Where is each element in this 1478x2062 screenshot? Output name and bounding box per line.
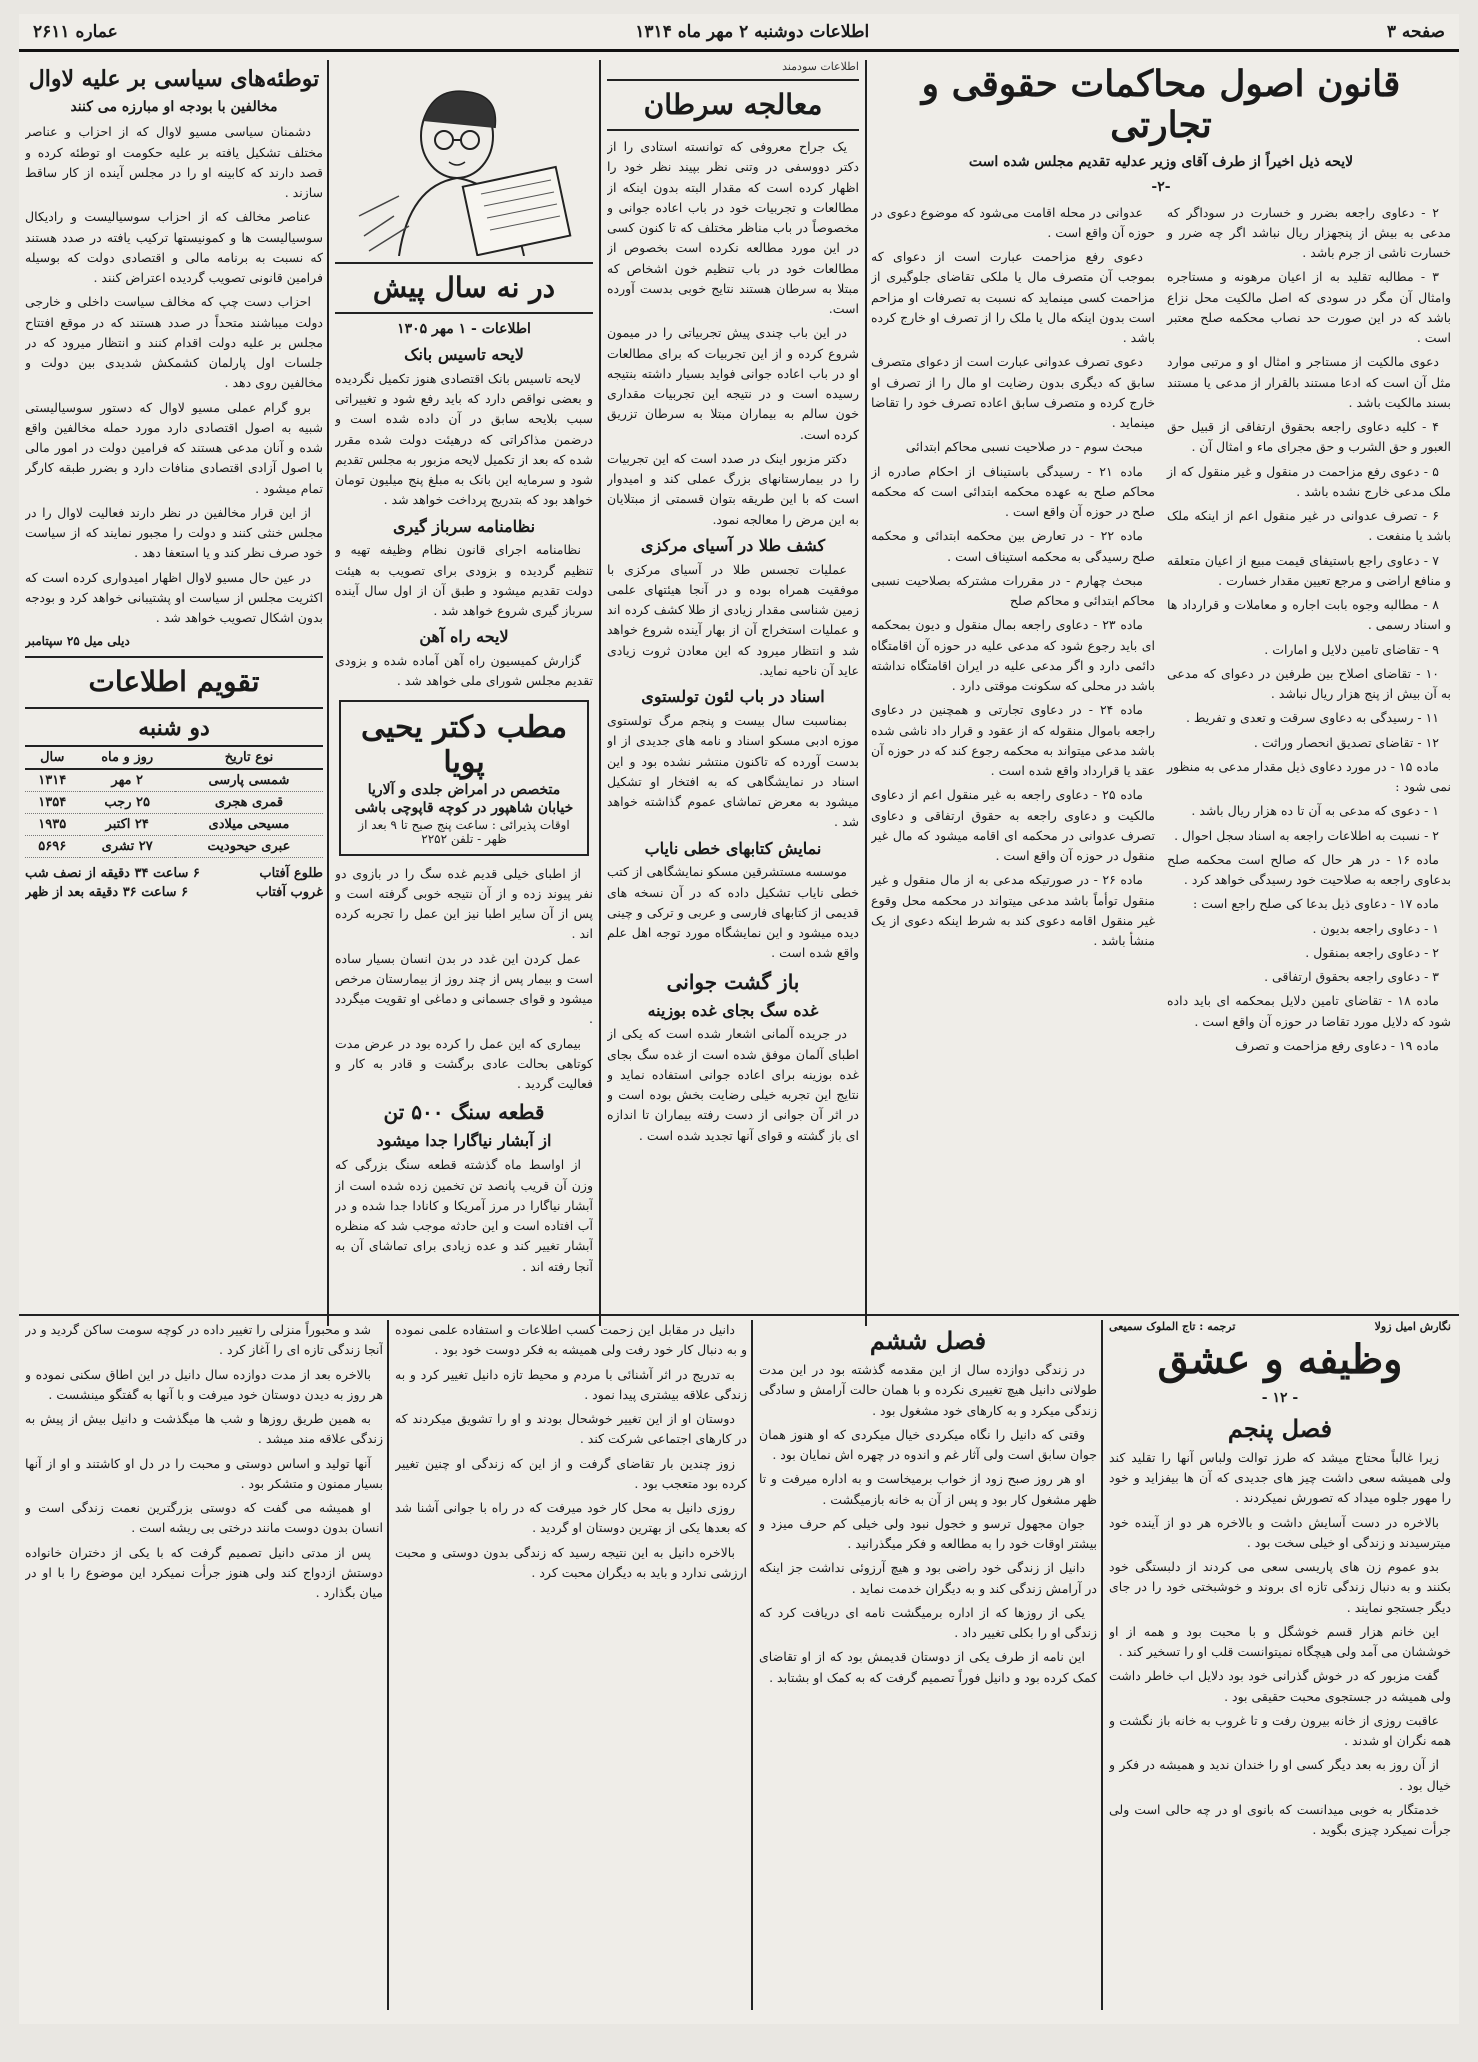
- law-paragraph: ۲ - نسبت به اطلاعات راجعه به اسناد سجل احوال .: [1174, 827, 1439, 843]
- law-paragraph: ۱۰ - تقاضای اصلاح بین طرفین در دعوای که مدعی به آن بیش از پنج هزار ریال نباشد .: [1167, 665, 1451, 702]
- nine-years-title: در نه سال پیش: [372, 271, 556, 304]
- youth-title: باز گشت جوانی: [666, 969, 800, 994]
- sunrise-label: طلوع آفتاب: [259, 865, 323, 881]
- law-paragraph: ماده ۱۷ - دعاوی ذیل بدعا کی صلح راجع است :: [1192, 896, 1439, 912]
- calendar-header: روز و ماه: [80, 746, 175, 769]
- novel-paragraph: بدو عموم زن های پاریسی سعی می کردند از دلبستگی خود بکنند و به دنبال زندگی تازه ای بروند و خوشبختی خود را در جای دیگر جستجو نمایند .: [1109, 1559, 1451, 1615]
- novel-paragraph: شد و محبوراً منزلی را تغییر داده در کوچه سومت ساکن گردید و در آنجا زندگی تازه ای را آغاز کرد .: [25, 1322, 383, 1358]
- calendar-row: [25, 813, 323, 835]
- cancer-paragraph: دکتر مزبور اینک در صدد است که این تجربیات را در بیمارستانهای بزرگ عملی کند و امیدوار است که با این طریقه بتوان قسمتی از مبتلایان به این مرض را معالجه نمود.: [607, 450, 859, 527]
- sunrise-row: [25, 866, 323, 881]
- doctor-advertisement: [339, 700, 589, 856]
- folk-body: [335, 864, 593, 1095]
- bank-text: لایحه تاسیس بانک اقتصادی هنوز تکمیل نگردیده و بعضی نواقص دارد که باید رفع شود و تغییراتی سبب بلایحه سابق در آن داده شده است و درضمن مذاکراتی که درهیئت دولت شده مقرر شده که بعد از تکمیل لایحه مزبور به مجلس تقدیم شود و سرمایه این بانک به مبلغ پنج میلیون تومان خواهد بود که بتدریج پرداخت خواهد شد .: [335, 370, 593, 508]
- cancer-paragraph: یک جراح معروفی که توانسته استادی را از دکتر دووسفی در وتنی نظر بپیند نظر خود را اظهار کرده است که مقدار البته بدون اینکه از مطالعات و تجربیات خود در باب اعاده جوانی و مخصوصاً در باب مناظر مختلف که تا کنون کسی در این مورد مطالعه نکرده است بخصوص از مطالعات خود در باب تنظیم خون اشخاص که مبتلا به سرطان هستند نتایج خوبی بدست آورده است.: [607, 139, 859, 317]
- novel-paragraph: زوز چندین بار تقاضای گرفت و از این که زندگی او چنین تغییر کرده بود متعجب بود .: [395, 1455, 747, 1491]
- law-paragraph: ماده ۱۵ - در مورد دعاوی ذیل مقدار مدعی به منظور نمی شود :: [1167, 758, 1451, 795]
- calendar-cell: ۱۹۳۵: [25, 813, 80, 835]
- politics-paragraph: احزاب دست چپ که مخالف سیاست داخلی و خارجی دولت میباشند متحداً در صدد هستند که در موقع افتتاح مجلس بر علیه دولت اقدام کنند و انتظار میرود که در جلسات اول پارلمان کشمکش شدیدی بین دولت و مخالفین روی دهد .: [25, 294, 323, 391]
- law-paragraph: ۱۱ - رسیدگی به دعاوی سرقت و تعدی و تفریط .: [1185, 710, 1439, 726]
- politics-paragraph: دشمنان سیاسی مسیو لاوال که از احزاب و عناصر مختلف تشکیل یافته بر علیه حکومت او توطئه کرده و قصد دارند که کابینه او را در مجلس آینده از کار ساقط سازند .: [25, 124, 323, 201]
- masthead: [19, 14, 1459, 52]
- novel-col1-body: [1109, 1448, 1451, 1841]
- novel-paragraph: یکی از روزها که از اداره برمیگشت نامه ای دریافت کرد که زندگی او را بکلی تغییر داد .: [759, 1604, 1097, 1640]
- law-title: قانون اصول محاکمات حقوقی و تجارتی: [921, 63, 1401, 147]
- law-paragraph: ماده ۲۶ - در صورتیکه مدعی به از مال منقول و غیر منقول توأماً باشد مدعی میتواند در محکمه محل وقوع غیر منقول اقامه دعوی کند به شرط اینکه دعوی از یک منشأ باشد .: [871, 872, 1155, 949]
- law-paragraph: ۹ - تقاضای تامین دلایل و امارات .: [1264, 641, 1439, 657]
- law-paragraph: دعوی رفع مزاحمت عبارت است از دعوای که بموجب آن متصرف مال یا ملکی تقاضای جلوگیری از مزاحمت کسی مینماید که نسبت به تصرفات او مزاحم است بدون اینکه مال یا ملک را از تصرف او خارج کرده باشد .: [871, 249, 1155, 346]
- novel-title: وظیفه و عشق: [1157, 1336, 1403, 1383]
- novel-paragraph: بالاخره بعد از مدت دوازده سال دانیل در این اطاق سکنی نموده و هر روز به دیدن دوستان خود میرفت و با آنها به گفتگو مینشست .: [25, 1366, 383, 1402]
- law-paragraph: ۲ - دعاوی راجعه بمنقول .: [1305, 944, 1439, 960]
- novel-paragraph: آنها تولید و اساس دوستی و محبت را در دل او کاشتند و او از آنها بسیار ممنون و متشکر بود .: [25, 1455, 383, 1491]
- law-column-right: [1167, 203, 1451, 1061]
- novel-paragraph: عاقبت روزی از خانه بیرون رفت و تا غروب به خانه باز نگشت و همه نگران او شدند .: [1109, 1712, 1451, 1749]
- column-rule: [1101, 1320, 1103, 2010]
- calendar-row: [25, 835, 323, 857]
- sunset-value: ۶ ساعت ۳۶ دقیقه بعد از ظهر: [25, 884, 189, 900]
- law-paragraph: ۲ - دعاوی راجعه بضرر و خسارت در سوداگر که مدعی به بیش از پنجهزار ریال نباشد اگر چه ضرر و خسارت ناشی از جرم باشد .: [1167, 204, 1451, 261]
- law-paragraph: ۳ - دعاوی راجعه بحقوق ارتفاقی .: [1264, 969, 1439, 985]
- novel-paragraph: زیرا غالباً محتاج میشد که طرز توالت ولباس آنها را تقلید کند ولی همیشه سعی داشت چیز های جدیدی که آن ها بیفزاید و خود را مهور جلوه میداد که تصورش نمیکردند .: [1109, 1449, 1451, 1506]
- calendar-cell: ۲ مهر: [80, 769, 175, 792]
- calendar-cell: ۲۷ تشری: [80, 835, 175, 857]
- ad-address: خیابان شاهپور در کوچه قاپوچی باشی: [354, 799, 574, 816]
- calendar-weekday: دو شنبه: [138, 714, 210, 741]
- novel-paragraph: دوستان او از این تغییر خوشحال بودند و او را تشویق میکردند که در کارهای اجتماعی شرکت کند .: [395, 1411, 747, 1447]
- novel-paragraph: پس از مدتی دانیل تصمیم گرفت که با یکی از دختران خانواده دوستش ازدواج کند ولی هنوز جرأت نمیکرد این موضوع را با او در میان بگذارد .: [25, 1544, 383, 1600]
- calendar-row: [25, 769, 323, 792]
- novel-paragraph: بالاخره دانیل به این نتیجه رسید که زندگی بدون دوستی و محبت ارزشی ندارد و باید به دیگران محبت کرد .: [395, 1544, 747, 1580]
- law-paragraph: ۱۲ - تقاضای تصدیق انحصار وراثت .: [1253, 734, 1439, 750]
- rock-subtitle: از آبشار نیاگارا جدا میشود: [376, 1131, 552, 1151]
- issue-number: عماره ۲۶۱۱: [33, 21, 118, 42]
- rock-title: قطعه سنگ ۵۰۰ تن: [383, 1100, 545, 1125]
- sunrise-value: ۶ ساعت ۳۴ دقیقه از نصف شب: [25, 865, 200, 881]
- novel-paragraph: از آن روز به بعد دیگر کسی او را خندان ندید و همیشه در فکر و خیال بود .: [1109, 1757, 1451, 1793]
- calendar-cell: ۱۳۱۴: [25, 769, 80, 792]
- calendar-cell: ۵۶۹۶: [25, 835, 80, 857]
- law-paragraph: ماده ۱۸ - تقاضای تامین دلایل بمحکمه ای باید داده شود که دلایل مورد تقاضا در حوزه آن واقع است .: [1167, 993, 1451, 1029]
- novel-column-4: [25, 1320, 383, 2016]
- politics-subtitle: مخالفین با بودجه او مبارزه می کنند: [70, 98, 278, 115]
- ad-specialty: متخصص در امراض جلدی و آلاریا: [367, 781, 561, 798]
- novel-paragraph: این خانم هزار قسم خوشگل و با محبت بود و همه از او خوششان می آمد ولی هیچگاه نمیتوانست قلب او را تسخیر کند .: [1109, 1623, 1451, 1660]
- calendar-cell: قمری هجری: [175, 791, 323, 813]
- law-paragraph: ۱ - دعوی که مدعی به آن تا ده هزار ریال باشد .: [1191, 803, 1439, 819]
- law-paragraph: ۴ - کلیه دعاوی راجعه بحقوق ارتفاقی از قبیل حق العبور و حق الشرب و حق مجرای ماء و امثال آن .: [1167, 419, 1451, 455]
- law-columns: [871, 203, 1451, 1061]
- nine-years-column: [335, 60, 593, 1314]
- railway-title: لایحه راه آهن: [419, 627, 509, 647]
- politics-paragraph: برو گرام عملی مسیو لاوال که دستور سوسیالیستی شبیه به اصول اقتصادی دارد مورد حمله مخالفین واقع شده و آنان مدعی هستند که فرامین دولت در امور مالی با اصول آزادی اقتصادی منافات دارد و بضرر طبقه کارگر تمام میشود .: [25, 399, 323, 496]
- gold-text: عملیات تجسس طلا در آسیای مرکزی با موفقیت همراه بوده و در آنجا هیئتهای علمی زمین شناسی مقدار زیادی از طلا کشف کرده اند و عملیات استخراج آن از بهار آینده شروع خواهد شد و انتظار میرود که این معادن ثروت زیادی عاید آن ناحیه نماید.: [607, 561, 859, 678]
- law-paragraph: دعوی مالکیت از مستاجر و امثال او و مرتبی موارد مثل آن است که ادعا مستند بالقرار از مدعی یا مستند بسند مالکیت باشد .: [1167, 354, 1451, 410]
- politics-column: [25, 60, 323, 1314]
- law-column-left: [871, 203, 1155, 1061]
- novel-paragraph: در زندگی دوازده سال از این مقدمه گذشته بود در این مدت طولانی دانیل هیچ تغییری نکرده و با همان حالت آرامش و سادگی زندگی میکرد و به کارهای خود مشغول بود .: [759, 1362, 1097, 1418]
- novel-col3-body: [395, 1320, 747, 1583]
- bank-title: لایحه تاسیس بانک: [404, 345, 524, 365]
- politics-title: توطئه‌های سیاسی بر علیه لاوال: [28, 66, 320, 92]
- calendar-title: تقویم اطلاعات: [88, 665, 260, 699]
- gold-title: کشف طلا در آسیای مرکزی: [640, 535, 826, 555]
- novel-number: - ۱۲ -: [1261, 1390, 1299, 1406]
- newspaper-page: [19, 14, 1459, 2024]
- novel-paragraph: بالاخره در دست آسایش داشت و بالاخره هر دو از آینده خود میترسیدند و زندگی او خیلی سخت بود .: [1109, 1514, 1451, 1550]
- law-paragraph: ماده ۲۳ - دعاوی راجعه بمال منقول و دیون بمحکمه ای باید رجوع شود که مدعی علیه در حوزه آن اقامتگاه دائمی دارد و اگر مدعی علیه در ایران اقامتگاه نداشته باشد در محلی که سکونت موقتی دارد .: [871, 617, 1155, 694]
- politics-body: [25, 122, 323, 628]
- politics-dateline: دیلی میل ۲۵ سپتامبر: [25, 634, 130, 649]
- calendar-cell: مسیحی میلادی: [175, 813, 323, 835]
- calendar-header: سال: [25, 746, 80, 769]
- novel-translator: ترجمه : تاج الملوک سمیعی: [1109, 1320, 1236, 1333]
- page-number: صفحه ۳: [1386, 21, 1445, 42]
- law-article: [871, 60, 1451, 1314]
- politics-paragraph: در عین حال مسیو لاوال اظهار امیدواری کرده است که اکثریت مجلس از سیاست او پشتیبانی خواهد کرد و بودجه بدون اشکال تصویب خواهد شد .: [25, 569, 323, 626]
- ad-hours: اوقات پذیرائی : ساعت پنج صبح تا ۹ بعد از ظهر - تلفن ۲۲۵۲: [358, 817, 570, 846]
- law-paragraph: ۶ - تصرف عدوانی در غیر منقول اعم از اینکه ملک باشد یا منفعت .: [1167, 508, 1451, 544]
- novel-paragraph: به تدریج در اثر آشنائی با مردم و محیط تازه دانیل تغییر کرد و به زندگی علاقه بیشتری پیدا نمود .: [395, 1366, 747, 1402]
- novel-author: نگارش امیل زولا: [1374, 1320, 1451, 1333]
- novel-chapter: فصل پنجم: [1227, 1413, 1333, 1443]
- tolstoy-text: بمناسبت سال بیست و پنجم مرگ تولستوی موزه ادبی مسکو اسناد و نامه های جدیدی از او بدست آورده که تاکنون منتشر نشده بود و این اسناد در نمایشگاهی که به افتخار او تشکیل میشود به معرض تماشای عموم گذاشته خواهد شد .: [607, 713, 859, 830]
- column-rule: [599, 60, 601, 1326]
- calendar-row: [25, 791, 323, 813]
- calendar-cell: عبری حیحودیت: [175, 835, 323, 857]
- masthead-date: اطلاعات دوشنبه ۲ مهر ماه ۱۳۱۴: [635, 21, 870, 42]
- rock-text: از اواسط ماه گذشته قطعه سنگ بزرگی که وزن آن قریب پانصد تن تخمین زده شده است از آبشار نیاگارا در مرز آمریکا و کانادا جدا شده و در آب افتاده است و این حادثه موجب شد که منظره آبشار تغییر کند و عده زیادی برای تماشای آن به آنجا رفته اند .: [335, 1157, 593, 1274]
- novel-paragraph: به همین طریق روزها و شب ها میگذشت و دانیل بیش از پیش به زندگی علاقه مند میشد .: [25, 1411, 383, 1447]
- law-paragraph: ۷ - دعاوی راجع باستیفای قیمت مبیع از اعیان متعلقه و منافع اراضی و مرجع تعیین مقدار خسارت .: [1167, 552, 1451, 588]
- sunset-row: [25, 885, 323, 900]
- column-rule: [751, 1320, 753, 2010]
- cancer-title: معالجه سرطان: [643, 88, 823, 121]
- law-paragraph: ماده ۱۹ - دعاوی رفع مزاحمت و تصرف: [1235, 1037, 1439, 1053]
- calendar-table: [25, 745, 323, 858]
- calendar-cell: ۱۳۵۴: [25, 791, 80, 813]
- law-paragraph: مبحث سوم - در صلاحیت نسبی محاکم ابتدائی: [905, 439, 1143, 455]
- novel-paragraph: گفت مزبور که در خوش گذرانی خود بود دلایل اب خاطر داشت ولی همیشه در جستجوی محبت حقیقی بود .: [1109, 1668, 1451, 1704]
- novel-paragraph: وقتی که دانیل را نگاه میکردی خیال میکردی که او هنوز همان جوان سابق است ولی آثار غم و اندوه در چهره اش نمایان بود .: [759, 1426, 1097, 1462]
- cancer-paragraph: در این باب چندی پیش تجربیاتی را در میمون شروع کرده و از این تجربیات که برای مطالعات او در باب اعاده جوانی فواید بسیار داشته بنتیجه رسیده است و در نتیجه این تجربیات مقداری خون سالم به بیماران مبتلا به سرطان تزریق کرده است.: [607, 325, 859, 442]
- novel-column-3: [395, 1320, 747, 2016]
- novel-col2-body: [759, 1360, 1097, 1688]
- folk-paragraph: بیماری که این عمل را کرده بود در عرض مدت کوتاهی بحالت عادی برگشت و قادر به کار و فعالیت گردید .: [335, 1035, 593, 1092]
- law-paragraph: ماده ۲۱ - رسیدگی باستیناف از احکام صادره از محاکم صلح به عهده محکمه ابتدائی است که محکمه صلح در حوزه آن واقع است .: [871, 463, 1155, 520]
- novel-column-1: [1109, 1320, 1451, 2016]
- column-rule: [387, 1320, 389, 2010]
- sunset-label: غروب آفتاب: [256, 884, 323, 900]
- novel-paragraph: روزی دانیل به محل کار خود میرفت که در راه با جوانی آشنا شد که بعدها یکی از بهترین دوستان او گردید .: [395, 1500, 747, 1536]
- law-subtitle: لایحه ذیل اخیراً از طرف آقای وزیر عدلیه تقدیم مجلس شده است: [968, 153, 1354, 170]
- law-paragraph: ۱ - دعاوی راجعه بدیون .: [1312, 920, 1439, 936]
- law-paragraph: دعوی تصرف عدوانی عبارت است از دعوای متصرف سابق که دیگری بدون رضایت او مال را از تصرف او خارج کرده و متصرف سابق اعاده تصرف خود را تقاضا مینماید .: [871, 354, 1155, 431]
- nine-years-dated: اطلاعات - ۱ مهر ۱۳۰۵: [397, 321, 531, 338]
- law-paragraph: ماده ۲۵ - دعاوی راجعه به غیر منقول اعم از دعاوی مالکیت و دعاوی راجعه به حقوق ارتفاقی و دعاوی تصرف عدوانی در محکمه ای اقامه میشود که مال غیر منقول در حوزه آن واقع است .: [871, 787, 1155, 864]
- cancer-body: [607, 137, 859, 530]
- section-label: اطلاعات سودمند: [782, 60, 859, 73]
- conscription-title: نظامنامه سرباز گیری: [392, 516, 536, 536]
- politics-paragraph: عناصر مخالف که از احزاب سوسیالیست و رادیکال سوسیالیست ها و کمونیستها ترکیب یافته در صدد هستند که نسبت به برنامه مالی و اقتصادی دولت که بوسیله فرامین قانونی تصویب گردیده اعتراض کنند .: [25, 209, 323, 286]
- politics-paragraph: از این قرار مخالفین در نظر دارند فعالیت لاوال را در مجلس خنثی کنند و دولت را مجبور نمایند که از سیاست خود صرف نظر کند و یا استعفا دهد .: [25, 504, 323, 561]
- column-rule: [327, 60, 329, 1326]
- calendar-header: نوع تاریخ: [175, 746, 323, 769]
- law-paragraph: ماده ۱۶ - در هر حال که صالح است محکمه صلح بدعاوی راجعه به صلاحیت خود رسیدگی خواهد کرد .: [1167, 851, 1451, 888]
- novel-paragraph: این نامه از طرف یکی از دوستان قدیمش بود که از او تقاضای کمک کرده بود و دانیل فوراً تصمیم گرفت که به کمک او بشتابد .: [759, 1649, 1097, 1685]
- novel-paragraph: دانیل در مقابل این زحمت کسب اطلاعات و استفاده علمی نموده و به دنبال کار خود رفت ولی همیشه به فکر دوست خود بود .: [395, 1322, 747, 1358]
- law-paragraph: ۳ - مطالبه تقلید به از اعیان مرهونه و مستاجره وامثال آن مگر در سودی که اصل مالکیت محل نزاع باشد که در این صورت حد نصاب محکمه صلح معتبر است .: [1167, 269, 1451, 346]
- novel-chapter-six: فصل ششم: [869, 1326, 987, 1355]
- novel-paragraph: خدمتگار به خوبی میدانست که بانوی او در چه حالی است ولی جرأت نمیکرد چیزی بگوید .: [1109, 1801, 1451, 1838]
- books-title: نمایش کتابهای خطی نایاب: [644, 838, 822, 858]
- section-rule: [19, 1314, 1459, 1316]
- science-column: [607, 60, 859, 1314]
- column-rule: [865, 60, 867, 1326]
- novel-paragraph: او همیشه می گفت که دوستی بزرگترین نعمت زندگی است و انسان بدون دوست مانند درختی بی ریشه است .: [25, 1500, 383, 1536]
- novel-column-2: [759, 1320, 1097, 2016]
- youth-text: در جریده آلمانی اشعار شده است که یکی از اطبای آلمان موفق شده است از غده سگ بجای غده بوزینه برای اعاده جوانی استفاده نماید و نتایج این تجربه خیلی رضایت بخش بوده است و در اثر آن جوانی از دست رفته بیماران تا اندازه ای باز گشته و قوای آنها تجدید شده است .: [607, 1026, 859, 1143]
- law-paragraph: عدوانی در محله اقامت می‌شود که موضوع دعوی در حوزه آن واقع است .: [871, 204, 1155, 240]
- novel-credits: [1109, 1320, 1451, 1333]
- novel-paragraph: جوان مجهول ترسو و خجول نبود ولی خیلی کم حرف میزد و بیشتر اوقات خود را به مطالعه و فکر میگذرانید .: [759, 1515, 1097, 1551]
- law-paragraph: ماده ۲۲ - در تعارض بین محکمه ابتدائی و محکمه صلح رسیدگی به محکمه استیناف است .: [871, 528, 1155, 564]
- calendar-cell: ۲۴ اکتبر: [80, 813, 175, 835]
- law-paragraph: ماده ۲۴ - در دعاوی تجارتی و همچنین در دعاوی راجعه باموال منقوله که از عقود و قرار داد ناشی شده باشد مدعی میتواند به محکمه رجوع کند که در حوزه آن عقد یا قرارداد واقع شده است .: [871, 702, 1155, 779]
- calendar-box: [25, 656, 323, 708]
- novel-paragraph: او هر روز صبح زود از خواب برمیخاست و به اداره میرفت و تا ظهر مشغول کار بود و پس از آن به خانه بازمیگشت .: [759, 1471, 1097, 1507]
- calendar-cell: شمسی پارسی: [175, 769, 323, 792]
- law-paragraph: مبحث چهارم - در مقررات مشترکه بصلاحیت نسبی محاکم ابتدائی و محاکم صلح: [871, 572, 1155, 609]
- ad-title: مطب دکتر یحیی پویا: [360, 709, 568, 780]
- law-paragraph: ۵ - دعوی رفع مزاحمت در منقول و غیر منقول که از ملک مدعی خارج نشده باشد .: [1167, 463, 1451, 499]
- railway-text: گزارش کمیسیون راه آهن آماده شده و بزودی تقدیم مجلس شورای ملی خواهد شد .: [335, 653, 593, 689]
- conscription-text: نظامنامه اجرای قانون نظام وظیفه تهیه و تنظیم گردیده و بزودی برای تصویب به هیئت دولت تقدیم میشود و طبق آن از اول سال آینده سرباز گیری شروع خواهد شد .: [335, 542, 593, 619]
- folk-paragraph: از اطبای خیلی قدیم غده سگ را در بازوی دو نفر پیوند زده و از آن نتیجه خوبی گرفته است و پس از آن سایر اطبا نیز این عمل را تجربه کرده اند .: [335, 865, 593, 942]
- books-text: موسسه مستشرقین مسکو نمایشگاهی از کتب خطی نایاب تشکیل داده که در آن نسخه های قدیمی از کتابهای فارسی و عربی و ترکی و چینی دیده میشود و این نمایشگاه مورد توجه اهل علم واقع شده است .: [607, 864, 859, 961]
- folk-paragraph: عمل کردن این غدد در بدن انسان بسیار ساده است و بیمار پس از چند روز از بیمارستان مرخص میشود و قوای جسمانی و دماغی او تقویت میگردد .: [335, 950, 593, 1027]
- novel-paragraph: دانیل از زندگی خود راضی بود و هیچ آرزوئی نداشت جز اینکه در آرامش زندگی کند و به دیگران خدمت نماید .: [759, 1560, 1097, 1596]
- youth-subtitle: غده سگ بجای غده بوزینه: [647, 1000, 819, 1020]
- novel-col4-body: [25, 1320, 383, 1603]
- reading-man-illustration: [339, 66, 589, 256]
- tolstoy-title: اسناد در باب لئون تولستوی: [641, 687, 825, 707]
- calendar-cell: ۲۵ رجب: [80, 791, 175, 813]
- law-paragraph: ۸ - مطالبه وجوه بابت اجاره و معاملات و قرارداد ها و اسناد رسمی .: [1167, 597, 1451, 633]
- law-number: -۲-: [1151, 178, 1171, 195]
